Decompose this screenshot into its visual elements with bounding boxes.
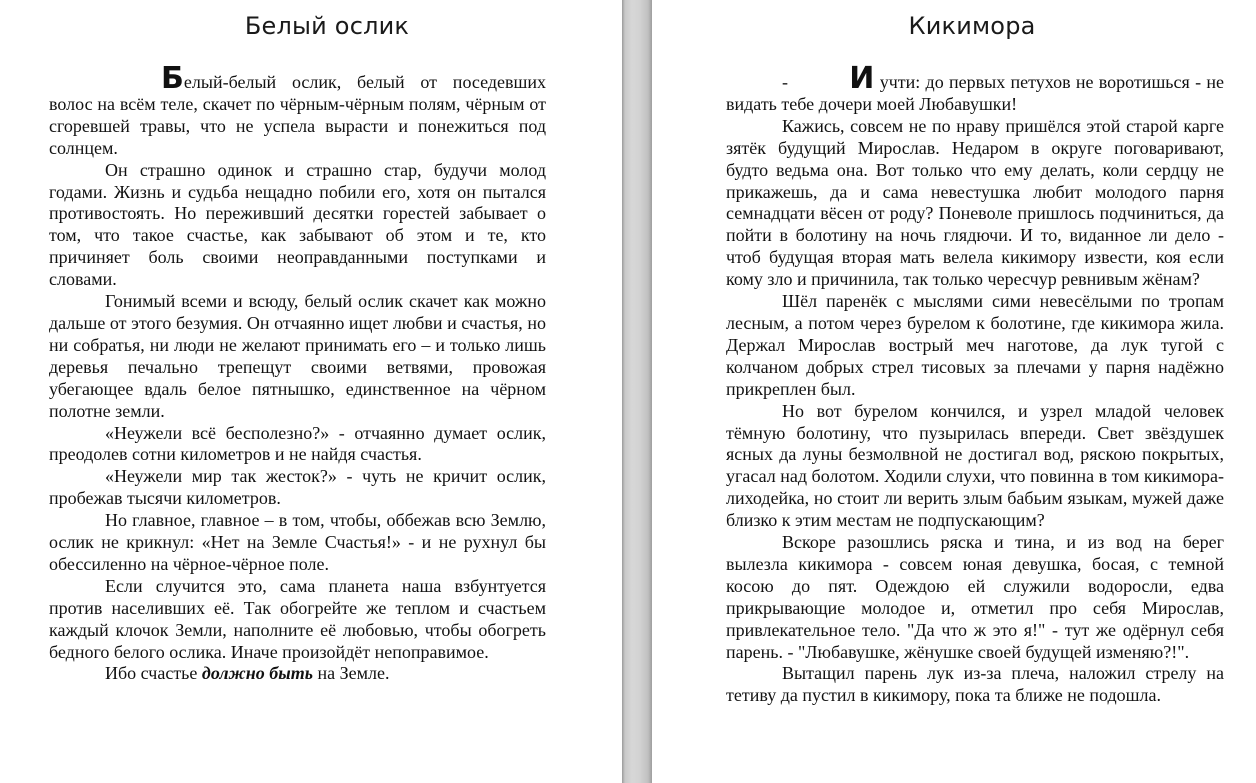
emphasis-text: должно быть xyxy=(201,663,313,684)
page-title: Кикимора xyxy=(908,12,1036,40)
page-body xyxy=(49,61,546,685)
drop-cap: И xyxy=(849,61,875,96)
paragraph: Он страшно одинок и страшно стар, будучи молод годами. Жизнь и судьба нещадно побили его, хотя он пытался противостоять. Но переживший десятки горестей забывает о том, что такое счастье, как забывают об этом и те, кто причиняет боль своими неоправданными поступками и словами. xyxy=(49,159,546,290)
page-body xyxy=(726,61,1224,707)
paragraph: Кажись, совсем не по нраву пришёлся этой старой карге зятёк будущий Мирослав. Недаром в округе поговаривают, будто ведьма она. Вот только что ему делать, коли сердцу не прикажешь, да и сама невестушка любит молодого парня семнадцати вёсен от роду? Поневоле пришлось подчиниться, да пойти в болотину на ночь глядючи. И то, виданное ли дело - чтоб будущая вторая мать велела кикимору извести, коя если кому зло и причинила, так только чересчур ревнивым жёнам? xyxy=(726,115,1224,290)
paragraph: Вытащил парень лук из-за плеча, наложил стрелу на тетиву да пустил в кикимору, пока та ближе не подошла. xyxy=(726,663,1224,706)
left-page xyxy=(0,0,622,783)
paragraph-text: - xyxy=(782,72,794,92)
paragraph: Вскоре разошлись ряска и тина, и из вод на берег вылезла кикимора - совсем юная девушка, босая, с темной косою до пят. Одеждою ей служили водоросли, едва прикрывающие молодое и, отметил про себя Мирослав, привлекательное тело. "Да что ж это я!" - тут же одёрнул себя парень. - "Любавушке, жёнушке своей будущей изменяю?!". xyxy=(726,532,1224,662)
drop-cap: Б xyxy=(161,61,184,96)
paragraph-text: на Земле. xyxy=(312,663,390,684)
right-page xyxy=(652,0,1256,783)
paragraph: Но вот бурелом кончился, и узрел младой человек тёмную болотину, что пузырилась впереди. Свет звёздушек ясных да луны безмолвной не достигал вод, ряскою покрытых, угасал над болотом. Ходили слухи, что повинна в том кикимора-лиходейка, но стоит ли верить злым бабьим языкам, мужей даже близко к этим местам не подпускающим? xyxy=(726,400,1224,531)
paragraph xyxy=(49,663,546,685)
paragraph: «Неужели всё бесполезно?» - отчаянно думает ослик, преодолев сотни километров и не найдя счастья. xyxy=(49,422,546,465)
paragraph: Шёл паренёк с мыслями сими невесёлыми по тропам лесным, а потом через бурелом к болотине, где кикимора жила. Держал Мирослав вострый меч наготове, да лук тугой с колчаном добрых стрел тисовых за плечами у парня надёжно прикреплен был. xyxy=(726,291,1224,399)
paragraph-text: Ибо счастье xyxy=(105,663,202,684)
paragraph xyxy=(726,61,1224,116)
paragraph-text: учти: до первых петухов не воротишься - не видать тебе дочери моей Любавушки! xyxy=(726,72,1224,114)
paragraph: Гонимый всеми и всюду, белый ослик скачет как можно дальше от этого безумия. Он отчаянно ищет любви и счастья, но ни собратья, ни люди не желают принимать его – и только лишь деревья печально трепещут своими ветвями, провожая убегающее вдаль белое пятнышко, единственное на чёрном полотне земли. xyxy=(49,291,546,421)
page-gutter xyxy=(622,0,652,783)
paragraph: «Неужели мир так жесток?» - чуть не кричит ослик, пробежав тысячи километров. xyxy=(49,466,546,509)
page-title: Белый ослик xyxy=(244,12,410,40)
paragraph-text: елый-белый ослик, белый от поседевших волос на всём теле, скачет по чёрным-чёрным полям, чёрным от сгоревшей травы, что не успела вырасти и понежиться под солнцем. xyxy=(49,72,546,158)
paragraph: Если случится это, сама планета наша взбунтуется против населивших её. Так обогрейте же теплом и счастьем каждый клочок Земли, наполните её любовью, чтобы обогреть бедного белого ослика. Иначе произойдёт непоправимое. xyxy=(49,575,546,662)
paragraph xyxy=(49,61,546,160)
paragraph: Но главное, главное – в том, чтобы, оббежав всю Землю, ослик не крикнул: «Нет на Земле Счастья!» - и не рухнул бы обессиленно на чёрное-чёрное поле. xyxy=(49,510,546,574)
